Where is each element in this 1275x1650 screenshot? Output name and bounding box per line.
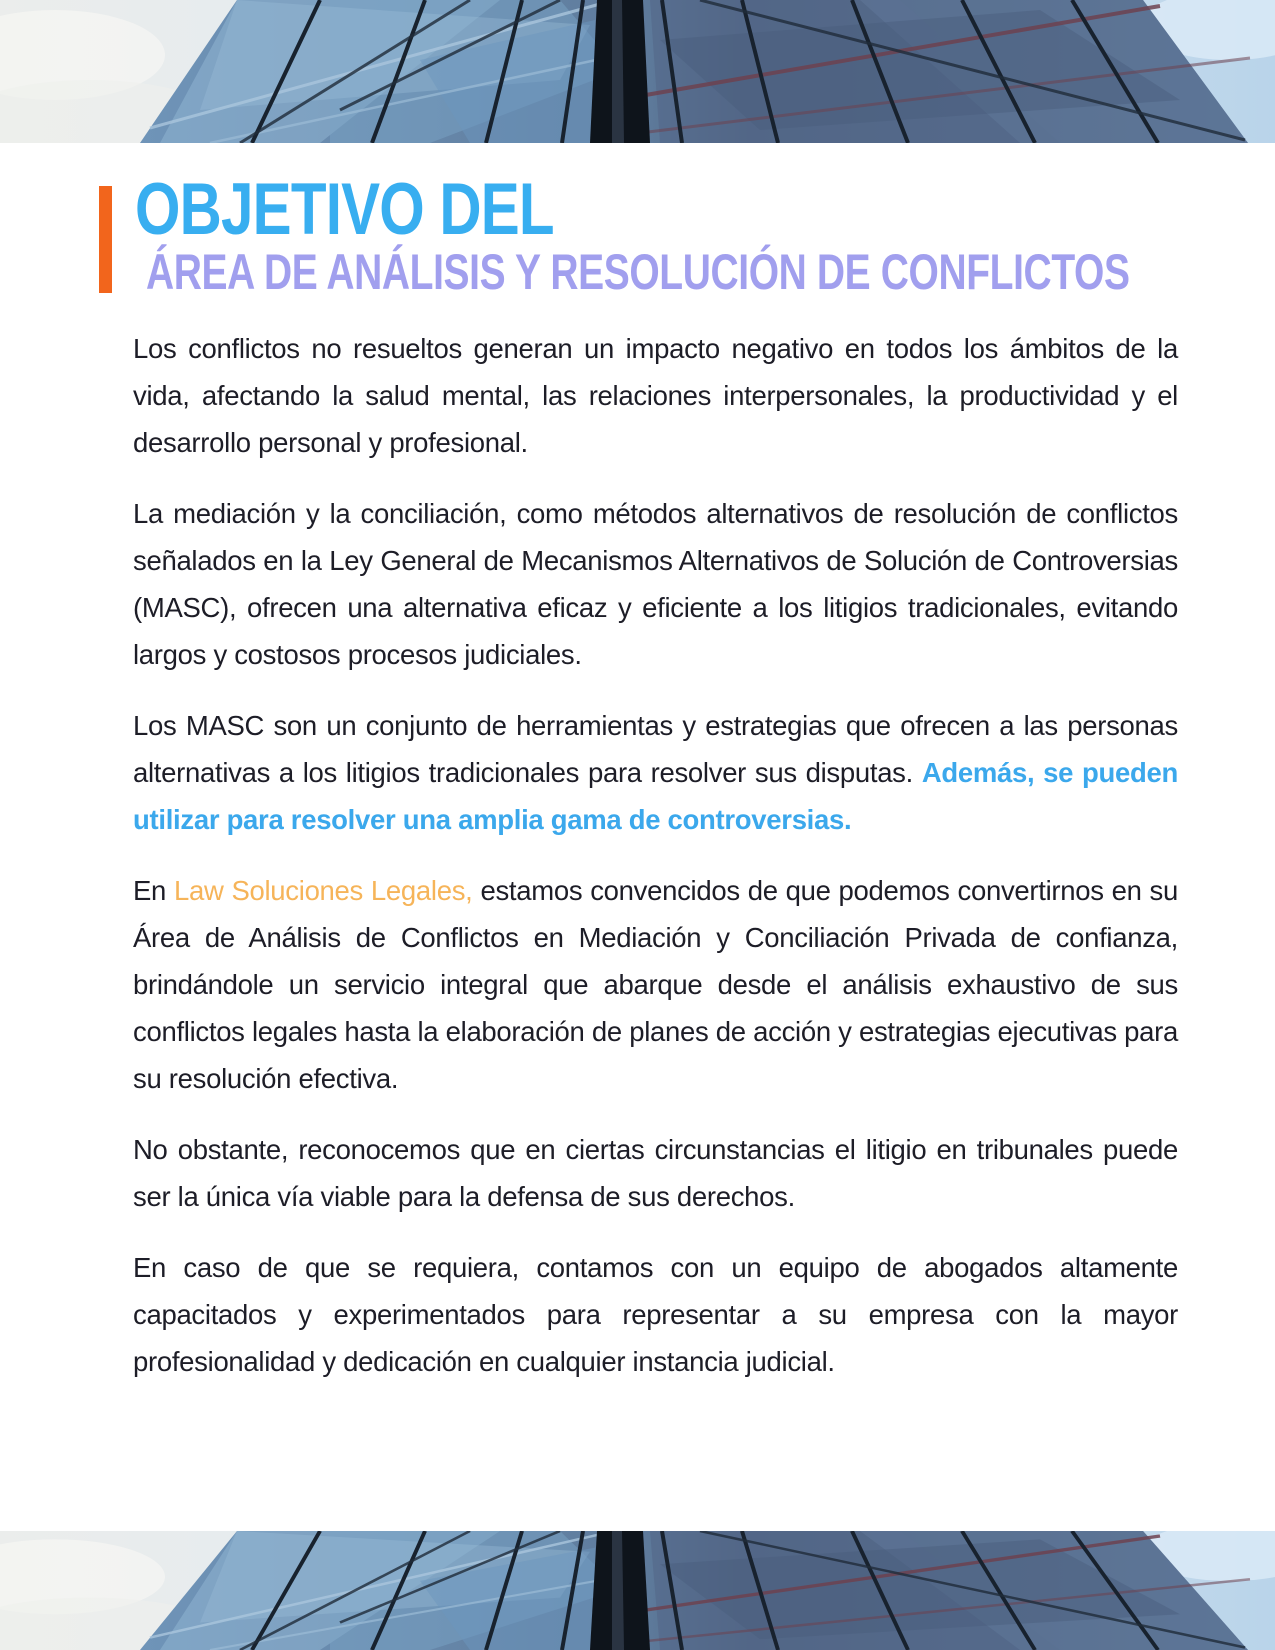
paragraph-1-text: Los conflictos no resueltos generan un impacto negativo en todos los ámbitos de la vida, afectando la salud mental, las relaciones interpersonales, la productividad y el desarrollo personal y profesional. xyxy=(133,333,1178,458)
paragraph-4-text: estamos convencidos de que podemos convertirnos en su Área de Análisis de Conflictos en Mediación y Conciliación Privada de confianza, brindándole un servicio integral que abarque desde el análisis exhaustivo de sus conflictos legales hasta la elaboración de planes de acción y estrategias ejecutivas para su resolución efectiva. xyxy=(133,875,1179,1094)
paragraph-3 xyxy=(133,702,1178,843)
header xyxy=(99,169,1185,301)
glass-building-illustration xyxy=(0,0,1275,143)
paragraph-5 xyxy=(133,1126,1178,1220)
body-text xyxy=(133,325,1178,1409)
paragraph-4 xyxy=(133,867,1178,1102)
paragraph-3-text: Los MASC son un conjunto de herramientas y estrategias que ofrecen a las personas alternativas a los litigios tradicionales para resolver sus disputas. xyxy=(133,710,1178,788)
paragraph-2-text: La mediación y la conciliación, como métodos alternativos de resolución de conflictos señalados en la Ley General de Mecanismos Alternativos de Solución de Controversias (MASC), ofrecen una alternativa eficaz y eficiente a los litigios tradicionales, evitando largos y costosos procesos judiciales. xyxy=(133,498,1178,670)
highlight-sentence: Además, se pueden utilizar para resolver una amplia gama de controversias. xyxy=(133,757,1178,835)
page-subtitle-text: ÁREA DE ANÁLISIS Y RESOLUCIÓN DE CONFLICTOS xyxy=(146,244,1130,301)
paragraph-4-prefix: En xyxy=(133,875,174,906)
brand-name: Law Soluciones Legales, xyxy=(173,875,473,906)
glass-building-illustration xyxy=(0,1531,1275,1650)
paragraph-1 xyxy=(133,325,1178,466)
page-title xyxy=(135,169,1275,250)
accent-bar xyxy=(99,186,112,293)
paragraph-5-text: No obstante, reconocemos que en ciertas circunstancias el litigio en tribunales puede ser la única vía viable para la defensa de sus derechos. xyxy=(133,1134,1178,1212)
paragraph-6 xyxy=(133,1244,1178,1385)
paragraph-2 xyxy=(133,490,1178,678)
page-subtitle xyxy=(146,244,1275,301)
building-photo-bottom xyxy=(0,1531,1275,1650)
paragraph-6-text: En caso de que se requiera, contamos con un equipo de abogados altamente capacitados y experimentados para representar a su empresa con la mayor profesionalidad y dedicación en cualquier instancia judicial. xyxy=(133,1252,1178,1377)
titles xyxy=(112,169,1275,301)
building-photo-top xyxy=(0,0,1275,143)
page-title-text: OBJETIVO DEL xyxy=(135,169,554,250)
